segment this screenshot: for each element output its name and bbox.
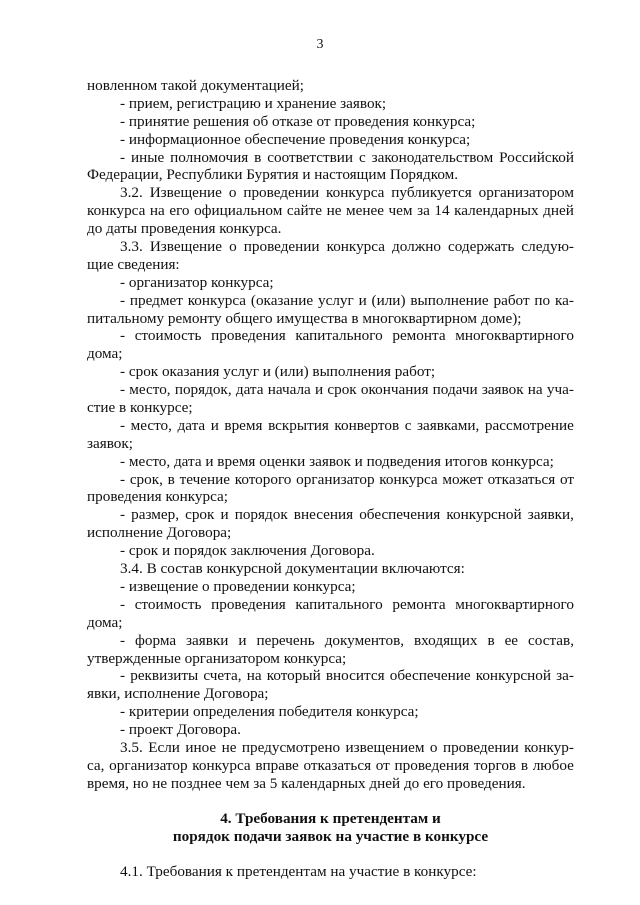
word: -: [120, 667, 126, 685]
word: порядок,: [174, 381, 232, 399]
word: начала: [267, 381, 311, 399]
word: отказаться: [303, 756, 372, 774]
text-line: [87, 381, 574, 399]
text-line: [87, 632, 574, 650]
word: на: [527, 381, 543, 399]
word: конкурса: [87, 202, 146, 220]
word: организатором: [478, 184, 574, 202]
word: ка-: [554, 291, 574, 309]
word: -: [120, 416, 126, 434]
word: проведении: [243, 238, 320, 256]
word: не: [326, 202, 342, 220]
word: -: [120, 470, 126, 488]
word: Извещение: [149, 184, 222, 202]
word: организатор: [296, 470, 375, 488]
word: время: [224, 416, 263, 434]
word: перечень: [256, 631, 315, 649]
word: заявок: [481, 381, 524, 399]
word: Извещение: [149, 238, 223, 256]
word: законодательством: [371, 148, 494, 166]
text-line: [87, 596, 574, 614]
text-line: - срок оказания услуг и (или) выполнения работ;: [120, 363, 436, 381]
word: -: [120, 148, 126, 166]
document-body: [87, 77, 574, 881]
word: работ: [493, 291, 530, 309]
word: вскрытия: [268, 416, 329, 434]
word: дата: [235, 381, 264, 399]
word: может: [442, 470, 483, 488]
text-line: время, но не позднее чем за 5 календарных дней до его проведения.: [87, 774, 526, 792]
text-line: [87, 471, 574, 489]
word: ее: [504, 631, 519, 649]
word: торгов: [473, 756, 517, 774]
page-number: 3: [316, 37, 324, 52]
word: конкурсной: [475, 667, 552, 685]
word: окончания: [360, 381, 429, 399]
word: организатор: [109, 756, 188, 774]
word: извещением: [345, 738, 425, 756]
word: (оказание: [250, 291, 314, 309]
word: входящих: [414, 631, 478, 649]
word: конкурса: [187, 291, 247, 309]
word: в: [487, 631, 495, 649]
word: за-: [556, 667, 574, 685]
text-line: заявок;: [87, 434, 133, 452]
word: конкурса: [192, 756, 251, 774]
text-line: [87, 184, 574, 202]
word: от: [375, 756, 390, 774]
word: его: [169, 202, 190, 220]
text-line: 3.4. В состав конкурсной документации включаются:: [120, 560, 465, 578]
word: многоквартирного: [455, 327, 574, 345]
word: подачи: [432, 381, 478, 399]
text-line: [87, 202, 574, 220]
text-line: - организатор конкурса;: [120, 273, 274, 291]
text-line: 4.1. Требования к претендентам на участие в конкурсе:: [120, 863, 477, 881]
word: ремонта: [392, 327, 446, 345]
word: конкур-: [524, 738, 574, 756]
text-line: [87, 292, 574, 310]
word: счета,: [203, 667, 242, 685]
word: менее: [346, 202, 384, 220]
text-line: - прием, регистрацию и хранение заявок;: [120, 94, 387, 112]
word: внесения: [293, 506, 354, 524]
word: проведении: [442, 738, 519, 756]
word: срок: [185, 506, 215, 524]
word: соответствии: [267, 148, 354, 166]
word: вправе: [255, 756, 299, 774]
text-line: дома;: [87, 345, 123, 363]
word: в: [520, 756, 528, 774]
section-heading-line-1: 4. Требования к претендентам и: [220, 809, 441, 827]
word: о: [429, 738, 438, 756]
word: обеспечение: [389, 667, 471, 685]
text-line: - проект Договора.: [120, 721, 241, 739]
word: порядок: [234, 506, 288, 524]
text-line: - извещение о проведении конкурса;: [120, 577, 356, 595]
text-line: исполнение Договора;: [87, 524, 232, 542]
word: предусмотрено: [241, 738, 341, 756]
spacer: [87, 793, 574, 810]
word: -: [120, 631, 126, 649]
word: и: [238, 631, 247, 649]
word: 3.5.: [120, 738, 143, 756]
word: официальном: [194, 202, 283, 220]
text-line: [87, 667, 574, 685]
word: форма: [135, 631, 177, 649]
text-line: [87, 739, 574, 757]
text-line: - принятие решения об отказе от проведения конкурса;: [120, 112, 476, 130]
text-line: проведения конкурса;: [87, 488, 229, 506]
word: иные: [130, 148, 165, 166]
word: календарных: [454, 202, 539, 220]
text-line: утвержденные организатором конкурса;: [87, 649, 347, 667]
word: реквизиты: [130, 667, 199, 685]
word: следую-: [521, 238, 574, 256]
word: срок: [327, 381, 357, 399]
word: и: [315, 381, 324, 399]
text-line: Федерации, Республики Бурятия и настоящим Порядком.: [87, 166, 459, 184]
word: отказаться: [487, 470, 556, 488]
text-line: явки, исполнение Договора;: [87, 685, 269, 703]
word: Российской: [499, 148, 574, 166]
word: -: [120, 291, 126, 309]
text-line: щие сведения:: [87, 255, 180, 273]
word: дней: [543, 202, 574, 220]
word: о: [228, 184, 237, 202]
word: по: [534, 291, 551, 309]
word: проведения: [211, 595, 286, 613]
text-line: питальному ремонту общего имущества в многоквартирном доме);: [87, 309, 522, 327]
word: публикуется: [391, 184, 472, 202]
word: от: [559, 470, 574, 488]
word: и: [210, 416, 219, 434]
word: место,: [130, 416, 172, 434]
text-line: - срок и порядок заключения Договора.: [120, 542, 375, 560]
word: 14: [434, 202, 450, 220]
spacer: [87, 845, 574, 863]
word: са,: [87, 756, 105, 774]
word: течение: [179, 470, 230, 488]
text-line: - место, дата и время оценки заявок и подведения итогов конкурса;: [120, 452, 554, 470]
word: заявки,: [527, 506, 574, 524]
word: на: [149, 202, 165, 220]
word: заявки: [186, 631, 229, 649]
word: который: [266, 667, 321, 685]
word: капитального: [295, 327, 383, 345]
word: капитального: [295, 595, 383, 613]
word: о: [229, 238, 237, 256]
word: проведении: [243, 184, 320, 202]
word: предмет: [129, 291, 183, 309]
word: любое: [532, 756, 574, 774]
word: в: [254, 148, 262, 166]
word: срок,: [129, 470, 163, 488]
word: полномочия: [170, 148, 249, 166]
word: -: [120, 595, 126, 613]
word: -: [120, 381, 126, 399]
text-line: до даты проведения конкурса.: [87, 220, 282, 238]
word: стоимость: [134, 327, 202, 345]
word: стоимость: [134, 595, 202, 613]
word: -: [120, 506, 126, 524]
word: конкурса: [379, 470, 438, 488]
word: проведения: [394, 756, 470, 774]
text-line: [87, 757, 574, 775]
word: проведения: [211, 327, 286, 345]
word: не: [221, 738, 237, 756]
word: Если: [148, 738, 180, 756]
word: рассмотрение: [484, 416, 574, 434]
word: сайте: [286, 202, 323, 220]
word: должно: [392, 238, 441, 256]
word: место,: [129, 381, 171, 399]
text-line: новленном такой документацией;: [87, 77, 304, 94]
text-line: [87, 506, 574, 524]
word: дата: [177, 416, 206, 434]
word: состав,: [528, 631, 574, 649]
word: иное: [185, 738, 217, 756]
word: выполнение: [410, 291, 489, 309]
text-line: стие в конкурсе;: [87, 399, 193, 417]
text-line: [87, 327, 574, 345]
word: уча-: [546, 381, 574, 399]
word: документов,: [324, 631, 405, 649]
word: 3.3.: [120, 238, 143, 256]
word: заявками,: [417, 416, 480, 434]
word: вносится: [325, 667, 385, 685]
word: (или): [371, 291, 406, 309]
word: и: [358, 291, 367, 309]
word: конвертов: [334, 416, 400, 434]
word: содержать: [447, 238, 515, 256]
text-line: - критерии определения победителя конкурса;: [120, 703, 419, 721]
word: чем: [388, 202, 413, 220]
word: с: [404, 416, 412, 434]
word: которого: [234, 470, 292, 488]
word: на: [246, 667, 262, 685]
word: обеспечения: [359, 506, 441, 524]
section-heading-line-2: порядок подачи заявок на участие в конкурсе: [172, 827, 489, 845]
text-line: [87, 149, 574, 167]
word: конкурса: [326, 238, 385, 256]
text-line: дома;: [87, 613, 123, 631]
word: -: [120, 327, 126, 345]
word: многоквартирного: [455, 595, 574, 613]
text-line: - информационное обеспечение проведения конкурса;: [120, 130, 471, 148]
text-line: [87, 417, 574, 435]
word: в: [167, 470, 175, 488]
word: и: [220, 506, 229, 524]
word: размер,: [131, 506, 180, 524]
word: услуг: [318, 291, 354, 309]
word: с: [358, 148, 366, 166]
text-line: [87, 238, 574, 256]
word: конкурсной: [446, 506, 522, 524]
word: за: [417, 202, 430, 220]
word: конкурса: [326, 184, 385, 202]
word: 3.2.: [120, 184, 143, 202]
word: ремонта: [392, 595, 446, 613]
